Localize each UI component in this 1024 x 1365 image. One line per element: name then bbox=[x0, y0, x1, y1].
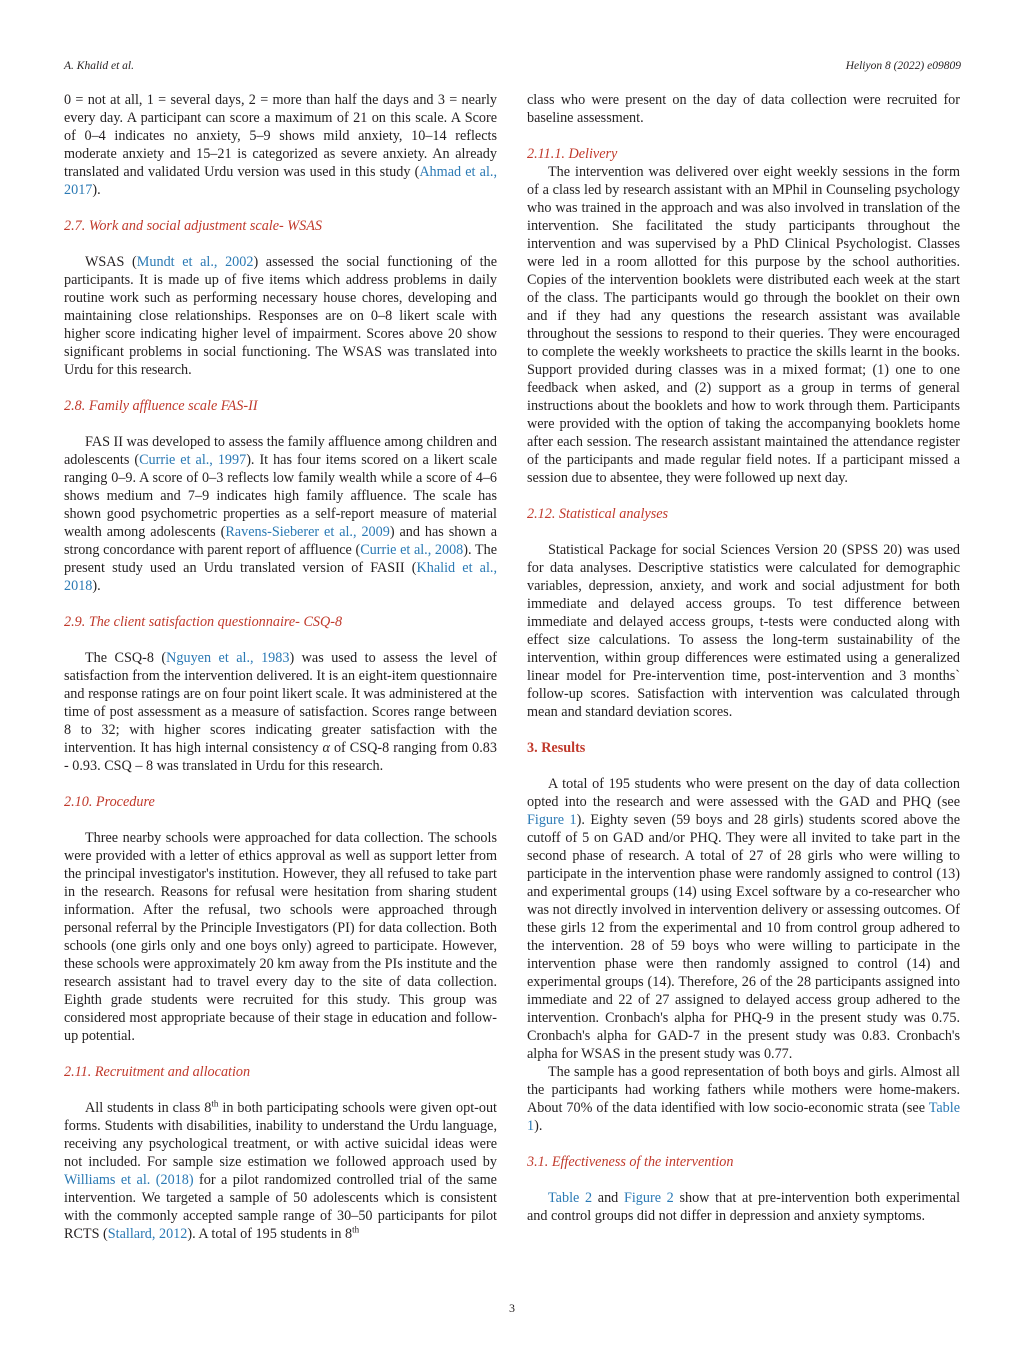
figure-link[interactable]: Figure 1 bbox=[527, 812, 577, 828]
paragraph-csq: The CSQ-8 (Nguyen et al., 1983) was used to assess the level of satisfaction from the intervention delivered. It is an eight-item questionnaire and response ratings are on four point likert scale. It was administered at the time of post assessment as a measure of satisfaction. Scores range between 8 to 32; with higher scores indicating greater satisfaction with the intervention. It has high internal consistency α of CSQ-8 ranging from 0.83 - 0.93. CSQ – 8 was translated in Urdu for this research. bbox=[64, 650, 498, 774]
paragraph-effectiveness: Table 2 and Figure 2 show that at pre-intervention both experimental and control groups did not differ in depression and anxiety symptoms. bbox=[527, 1190, 961, 1224]
paragraph-results: A total of 195 students who were present on the day of data collection opted into the research and were assessed with the GAD and PHQ (see Figure 1). Eighty seven (59 boys and 28 girls) students scored above the cutoff of 5 on GAD and/or PHQ. They were all invited to take part in the second phase of research. A total of 27 of 28 girls who were willing to participate in the intervention phase were randomly assigned to control (13) and experimental groups (14) using Excel software by a co-researcher who was not directly involved in intervention delivery or assessing outcomes. Of these girls 12 from the experimental and 10 from control group adhered to the intervention. 28 of 59 boys who were willing to participate in the intervention phase were then randomly assigned to control (14) and experimental groups (14). Therefore, 26 of the 28 participants assigned into immediate and 22 of 27 assigned to delayed access group adhered to the intervention. Cronbach's alpha for PHQ-9 in the present study was 0.75. Cronbach's alpha for GAD-7 in the present study was 0.83. Cronbach's alpha for WSAS in the present study was 0.77. bbox=[527, 776, 960, 1062]
paragraph-fas: FAS II was developed to assess the family affluence among children and adolescents (Currie et al., 1997). It has four items scored on a likert scale ranging 0–9. A score of 0–3 reflects low family wealth while a score of 4–6 shows medium and 7–9 indicates high family affluence. The scale has shown good psychometric properties as a self-report measure of material wealth among adolescents (Ravens-Sieberer et al., 2009) and has shown a strong concordance with parent report of affluence (Currie et al., 2008). The present study used an Urdu translated version of FASII (Khalid et al., 2018). bbox=[64, 434, 498, 594]
section-heading-2-12: 2.12. Statistical analyses bbox=[527, 506, 669, 522]
paragraph-gad-scoring: 0 = not at all, 1 = several days, 2 = more than half the days and 3 = nearly every day. A participant can score a maximum of 21 on this scale. A Score of 0–4 indicates no anxiety, 5–9 shows mild anxiety, 10–14 reflects moderate anxiety and 15–21 is categorized as severe anxiety. An already translated and validated Urdu version was used in this study (Ahmad et al., 2017). bbox=[64, 92, 497, 198]
citation-link[interactable]: Khalid et al., 2018 bbox=[64, 560, 498, 594]
paragraph-recruitment: All students in class 8th in both participating schools were given opt-out forms. Students with disabilities, inability to understand the Urdu language, receiving any psychological treatment, or with active suicidal ideas were not included. For sample size estimation we followed approach used by Williams et al. (2018) for a pilot randomized controlled trial of the same intervention. We targeted a sample of 50 adolescents which is consistent with the commonly accepted sample range of 30–50 participants for pilot RCTS (Stallard, 2012). A total of 195 students in 8th bbox=[64, 1098, 497, 1242]
page-number: 3 bbox=[509, 1301, 515, 1315]
citation-link[interactable]: Currie et al., 2008 bbox=[360, 542, 464, 558]
right-column bbox=[527, 91, 960, 1225]
left-column bbox=[64, 91, 497, 1243]
figure-link[interactable]: Figure 2 bbox=[623, 1190, 674, 1206]
running-header-authors: A. Khalid et al. bbox=[64, 60, 134, 72]
citation-link[interactable]: Nguyen et al., 1983 bbox=[166, 650, 290, 666]
section-heading-3-1: 3.1. Effectiveness of the intervention bbox=[527, 1154, 734, 1170]
paragraph-baseline: class who were present on the day of data collection were recruited for baseline assessment. bbox=[527, 92, 960, 126]
citation-link[interactable]: Ahmad et al., 2017 bbox=[64, 164, 497, 198]
citation-link[interactable]: Ravens-Sieberer et al., 2009 bbox=[225, 524, 390, 540]
citation-link[interactable]: Mundt et al., 2002 bbox=[136, 254, 254, 270]
table-link[interactable]: Table 1 bbox=[527, 1100, 960, 1134]
paragraph-procedure: Three nearby schools were approached for data collection. The schools were provided with a letter of ethics approval as well as support letter from the principal investigator's institution. However, they all refused to take part in the research. Reasons for refusal were hesitation from sharing student information. After the refusal, two schools were approached through personal referral by the Principle Investigators (PI) for data collection. Both schools (one girls only and one boys only) agreed to participate. However, these schools were approximately 20 km away from the PIs institute and the research assistant had to travel every day to the site of data collection. Eighth grade students were recruited for this study. This group was considered most appropriate because of their stage in education and follow-up potential. bbox=[64, 830, 497, 1044]
section-heading-2-11-1: 2.11.1. Delivery bbox=[527, 146, 618, 162]
section-heading-3: 3. Results bbox=[527, 740, 586, 756]
table-link[interactable]: Table 2 bbox=[548, 1190, 593, 1206]
section-heading-2-8: 2.8. Family affluence scale FAS-II bbox=[64, 398, 258, 414]
paragraph-statistics: Statistical Package for social Sciences Version 20 (SPSS 20) was used for data analyses. Descriptive statistics were calculated for demographic variables, depression, anxiety, and work and social adjustment for both immediate and delayed access groups. To test difference between immediate and delayed access groups, t-tests were conducted along with effect size calculations. To assess the long-term sustainability of the intervention, within group differences were estimated using a generalized linear model for Pre-intervention time, post-intervention and 3 months` follow-up scores. Satisfaction with intervention was calculated through mean and standard deviation scores. bbox=[527, 542, 960, 720]
section-heading-2-10: 2.10. Procedure bbox=[64, 794, 155, 810]
paragraph-wsas: WSAS (Mundt et al., 2002) assessed the social functioning of the participants. It is made up of five items which address problems in daily routine work such as performing necessary house chores, developing and maintaining close relationships. Responses are on 0–8 likert scale with higher score indicating higher level of impairment. Scores above 20 show significant problems in social functioning. The WSAS was translated into Urdu for this research. bbox=[64, 254, 497, 378]
citation-link[interactable]: Williams et al. (2018) bbox=[64, 1172, 194, 1188]
section-heading-2-9: 2.9. The client satisfaction questionnaire- CSQ-8 bbox=[64, 614, 343, 630]
citation-link[interactable]: Currie et al., 1997 bbox=[139, 452, 247, 468]
section-heading-2-7: 2.7. Work and social adjustment scale- WSAS bbox=[64, 218, 322, 234]
running-header-journal: Heliyon 8 (2022) e09809 bbox=[845, 60, 961, 72]
paragraph-sample: The sample has a good representation of both boys and girls. Almost all the participants had working fathers while mothers were home-makers. About 70% of the data identified with low socio-economic strata (see Table 1). bbox=[527, 1064, 960, 1134]
citation-link[interactable]: Stallard, 2012 bbox=[107, 1226, 188, 1242]
paragraph-delivery: The intervention was delivered over eight weekly sessions in the form of a class led by research assistant with an MPhil in Counseling psychology who was trained in the approach and was also involved in translation of the intervention. She facilitated the study participants throughout the intervention and was supervised by a PhD Clinical Psychologist. Classes were led in a room allotted for this purpose by the school authorities. Copies of the intervention booklets were distributed each week at the start of the class. The participants would go through the booklet on their own and if they had any questions the research assistant was available throughout the sessions to respond to their queries. They were encouraged to complete the weekly worksheets to practice the skills learnt in the books. Support provided during classes was in a mixed format; (1) one to one feedback when asked, and (2) support as a group in terms of general instructions about the booklets and how to work through them. Participants were provided with the option of taking the accompanying booklets home after each session. The research assistant maintained the attendance register of the participants and made regular field notes. If a participant missed a session due to absentee, they were followed up next day. bbox=[527, 164, 960, 486]
section-heading-2-11: 2.11. Recruitment and allocation bbox=[64, 1064, 251, 1080]
